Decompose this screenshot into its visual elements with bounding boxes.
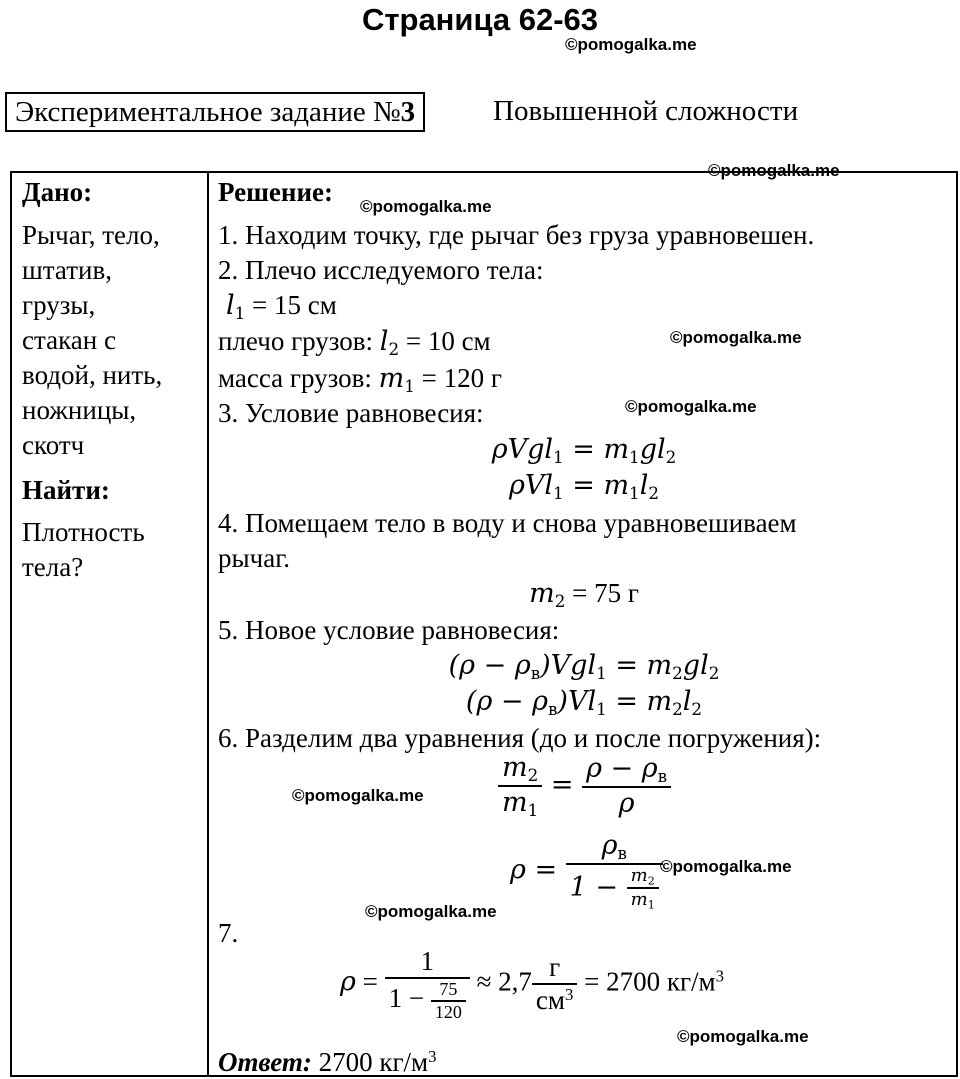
frac-75: 75 [431,979,466,1002]
equilibrium-eq-1: $\rho Vgl_1 = m_1gl_2$ [491,434,677,468]
watermark: ©pomogalka.me [670,328,802,347]
l1-formula: $l_1 = 15$ см [226,290,337,324]
step-4-line1: 4. Помещаем тело в воду и снова уравновешиваем [218,508,797,538]
step-1: 1. Находим точку, где рычаг без груза уравновешен. [218,220,815,250]
density-formula: ρ = $\rho_в$ 1 − $\frac{m_2}{m_1}$ [510,830,663,912]
step-2: 2. Плечо исследуемого тела: [218,255,544,285]
m2-formula: $m_2 = 75$ г [529,578,639,612]
m1-label: масса грузов: [218,363,372,393]
find-line: тела? [22,552,84,582]
l1-value: = 15 см [252,290,337,320]
frac-numerator: 1 [385,946,470,979]
task-label-box [5,92,425,132]
given-line: Рычаг, тело, [22,220,160,250]
watermark: ©pomogalka.me [360,197,492,216]
given-line: стакан с [22,325,116,355]
given-line: грузы, [22,290,96,320]
result-approx: ≈ 2,7 [476,966,532,997]
step-4-line2: рычаг. [218,543,290,573]
l2-label: плечо грузов: [218,326,374,356]
watermark: ©pomogalka.me [677,1027,809,1046]
column-divider [207,171,209,1077]
step-3: 3. Условие равновесия: [218,398,484,428]
equilibrium-eq-2: $\rho Vl_1 = m_1l_2$ [508,470,659,504]
frac-120: 120 [434,1002,462,1022]
watermark: ©pomogalka.me [292,786,424,805]
given-line: штатив, [22,255,112,285]
m2-value: = 75 г [572,578,639,608]
watermark: ©pomogalka.me [565,35,697,54]
l2-line: плечо грузов: $l_2 = 10$ см [218,326,491,360]
unit-g: г [532,952,577,985]
solution-heading: Решение: [218,177,333,207]
watermark: ©pomogalka.me [365,902,497,921]
answer-line: Ответ: 2700 $кг/м^3$ [218,1047,437,1078]
given-heading: Дано: [22,177,93,207]
new-equilibrium-eq-1: $(\rho - \rho_в)Vgl_1 = m_2gl_2$ [448,650,720,684]
new-equilibrium-eq-2: $(\rho - \rho_в)Vl_1 = m_2l_2$ [465,686,703,720]
task-label: Экспериментальное задание № [15,96,401,128]
result-final: = 2700 кг/м [584,966,716,997]
watermark: ©pomogalka.me [625,397,757,416]
m1-line: масса грузов: $m_1 = 120$ г [218,363,502,397]
task-number: 3 [400,96,416,128]
step-7: 7. [218,918,239,948]
find-line: Плотность [22,517,145,547]
m1-value: = 120 г [421,363,502,393]
l2-value: = 10 см [405,326,491,356]
unit-cm: см [535,985,565,1016]
given-line: водой, нить, [22,360,163,390]
answer-value: 2700 кг/м [318,1047,429,1078]
step-6: 6. Разделим два уравнения (до и после погружения): [218,723,822,753]
answer-label: Ответ: [218,1047,312,1078]
find-heading: Найти: [22,475,110,505]
ratio-equation: $\frac{m_2}{m_1}$ = $\frac{\rho - \rho_в}{\rho}$ [498,752,671,820]
page-title: Страница 62-63 [361,2,599,37]
step-5: 5. Новое условие равновесия: [218,615,560,645]
given-line: скотч [22,430,85,460]
given-line: ножницы, [22,395,137,425]
watermark: ©pomogalka.me [708,161,840,180]
difficulty-label: Повышенной сложности [493,95,799,127]
result-equation: ρ = 1 1 − $\frac{75}{120}$ ≈ 2,7 $\frac{г}{см^3}$ = 2700 $кг/м^3$ [340,946,725,1022]
watermark: ©pomogalka.me [660,857,792,876]
